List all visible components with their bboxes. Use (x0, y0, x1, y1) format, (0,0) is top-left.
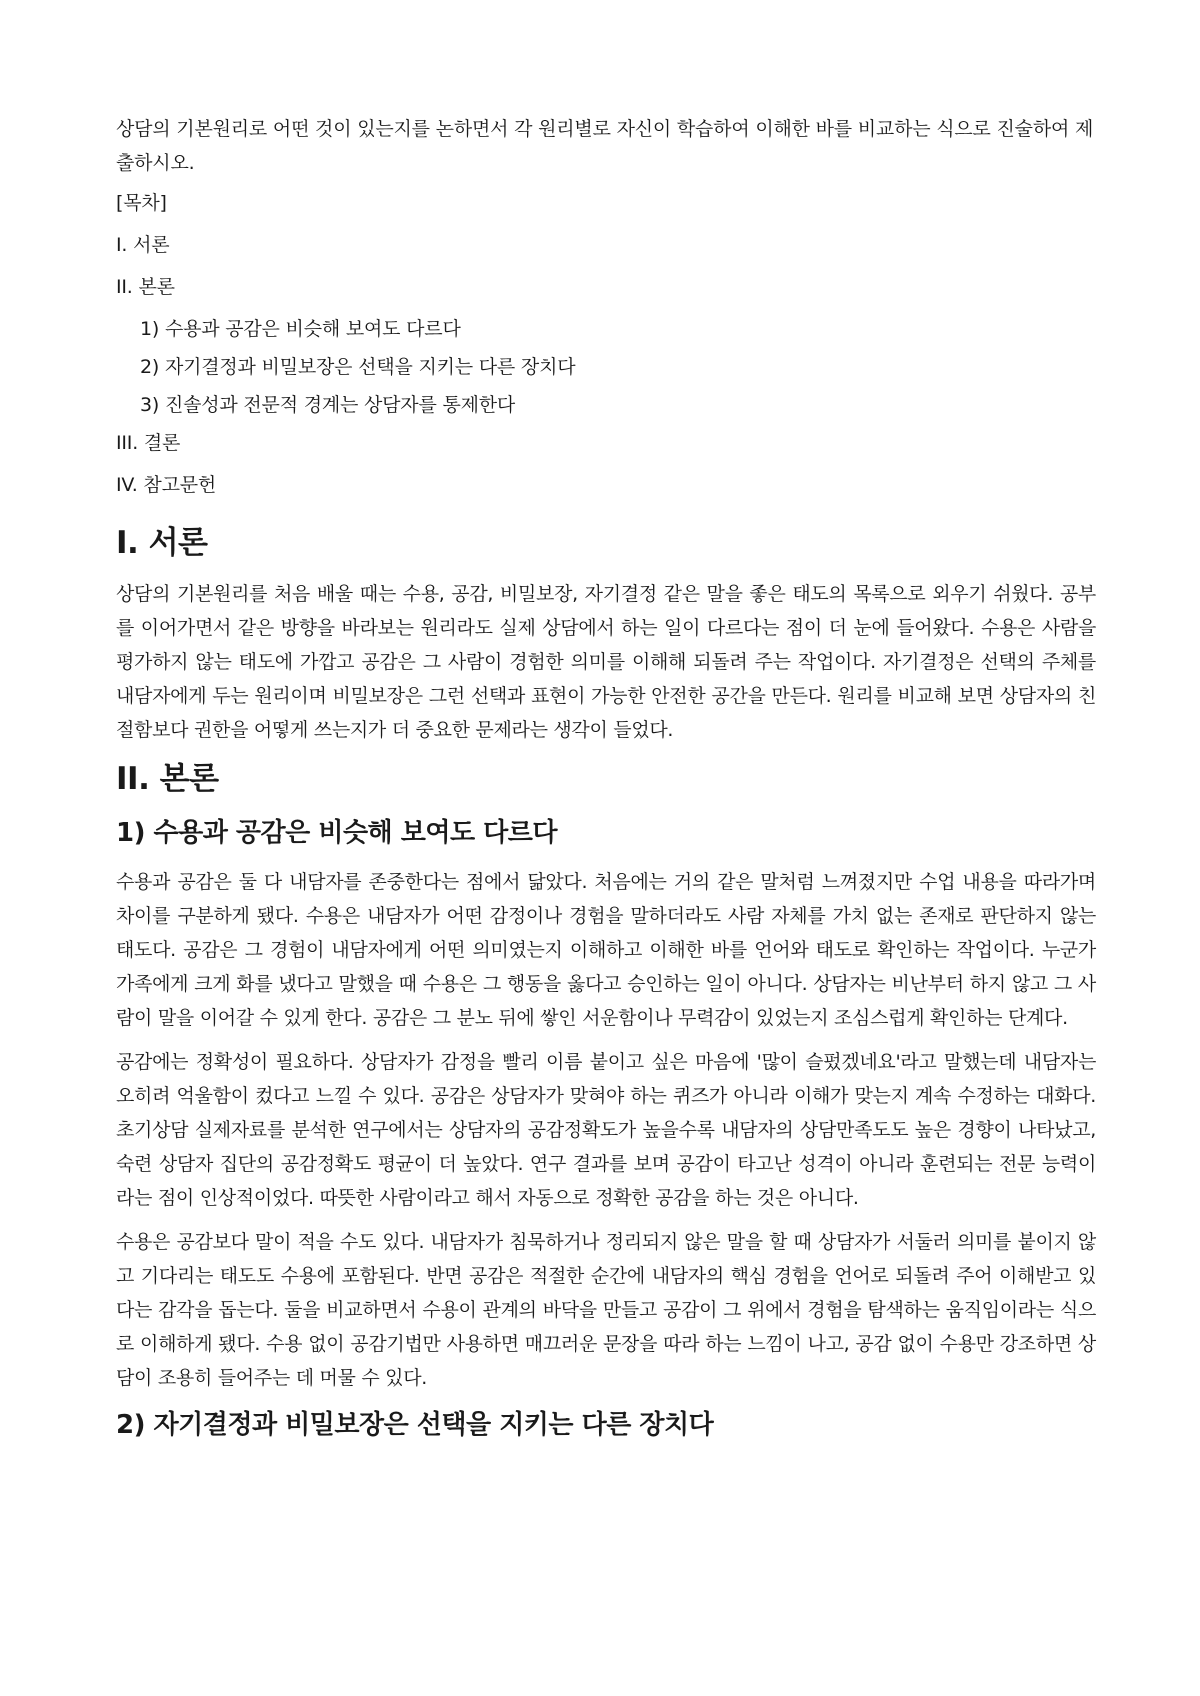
section-heading-intro: I. 서론 (116, 525, 208, 561)
table-of-contents (116, 190, 1096, 499)
toc-item-references: IV. 참고문헌 (116, 474, 217, 496)
intro-paragraph: 상담의 기본원리를 처음 배울 때는 수용, 공감, 비밀보장, 자기결정 같은 말을 좋은 태도의 목록으로 외우기 쉬웠다. 공부를 이어가면서 같은 방향을 바라보는 원리라도 실제 상담에서 하는 일이 다르다는 점이 더 눈에 들어왔다. 수용은 사람을 평가하지 않는 태도에 가깝고 공감은 그 사람이 경험한 의미를 이해해 되돌려 주는 작업이다. 자기결정은 선택의 주체를 내담자에게 두는 원리이며 비밀보장은 그런 선택과 표현이 가능한 안전한 공간을 만든다. 원리를 비교해 보면 상담자의 친절함보다 권한을 어떻게 쓰는지가 더 중요한 문제라는 생각이 들었다. (116, 583, 1096, 741)
toc-heading: [목차] (116, 192, 167, 214)
toc-item-intro: I. 서론 (116, 234, 170, 256)
subsection-heading-1: 1) 수용과 공감은 비슷해 보여도 다르다 (116, 818, 557, 848)
section-heading-body: II. 본론 (116, 761, 219, 797)
subsection-1-paragraph-1: 수용과 공감은 둘 다 내담자를 존중한다는 점에서 닮았다. 처음에는 거의 같은 말처럼 느껴졌지만 수업 내용을 따라가며 차이를 구분하게 됐다. 수용은 내담자가 어떤 감정이나 경험을 말하더라도 사람 자체를 가치 없는 존재로 판단하지 않는 태도다. 공감은 그 경험이 내담자에게 어떤 의미였는지 이해하고 이해한 바를 언어와 태도로 확인하는 작업이다. 누군가 가족에게 크게 화를 냈다고 말했을 때 수용은 그 행동을 옳다고 승인하는 일이 아니다. 상담자는 비난부터 하지 않고 그 사람이 말을 이어갈 수 있게 한다. 공감은 그 분노 뒤에 쌓인 서운함이나 무력감이 있었는지 조심스럽게 확인하는 단계다. (116, 871, 1096, 1029)
subsection-heading-2: 2) 자기결정과 비밀보장은 선택을 지키는 다른 장치다 (116, 1410, 714, 1440)
subsection-1-paragraph-2: 공감에는 정확성이 필요하다. 상담자가 감정을 빨리 이름 붙이고 싶은 마음에 '많이 슬펐겠네요'라고 말했는데 내담자는 오히려 억울함이 컸다고 느낄 수 있다. 공감은 상담자가 맞혀야 하는 퀴즈가 아니라 이해가 맞는지 계속 수정하는 대화다. 초기상담 실제자료를 분석한 연구에서는 상담자의 공감정확도가 높을수록 내담자의 상담만족도도 높은 경향이 나타났고, 숙련 상담자 집단의 공감정확도 평균이 더 높았다. 연구 결과를 보며 공감이 타고난 성격이 아니라 훈련되는 전문 능력이라는 점이 인상적이었다. 따뜻한 사람이라고 해서 자동으로 정확한 공감을 하는 것은 아니다. (116, 1051, 1096, 1209)
toc-item-conclusion: III. 결론 (116, 432, 181, 454)
toc-item-body: II. 본론 (116, 276, 175, 298)
toc-subitem-1: 1) 수용과 공감은 비슷해 보여도 다르다 (140, 318, 461, 340)
assignment-question: 상담의 기본원리로 어떤 것이 있는지를 논하면서 각 원리별로 자신이 학습하여 이해한 바를 비교하는 식으로 진술하여 제출하시오. (116, 118, 1094, 174)
subsection-1-paragraph-3: 수용은 공감보다 말이 적을 수도 있다. 내담자가 침묵하거나 정리되지 않은 말을 할 때 상담자가 서둘러 의미를 붙이지 않고 기다리는 태도도 수용에 포함된다. 반면 공감은 적절한 순간에 내담자의 핵심 경험을 언어로 되돌려 주어 이해받고 있다는 감각을 돕는다. 둘을 비교하면서 수용이 관계의 바닥을 만들고 공감이 그 위에서 경험을 탐색하는 움직임이라는 식으로 이해하게 됐다. 수용 없이 공감기법만 사용하면 매끄러운 문장을 따라 하는 느낌이 나고, 공감 없이 수용만 강조하면 상담이 조용히 들어주는 데 머물 수 있다. (116, 1231, 1096, 1389)
toc-subitem-3: 3) 진솔성과 전문적 경계는 상담자를 통제한다 (140, 394, 516, 416)
toc-subitem-2: 2) 자기결정과 비밀보장은 선택을 지키는 다른 장치다 (140, 356, 576, 378)
